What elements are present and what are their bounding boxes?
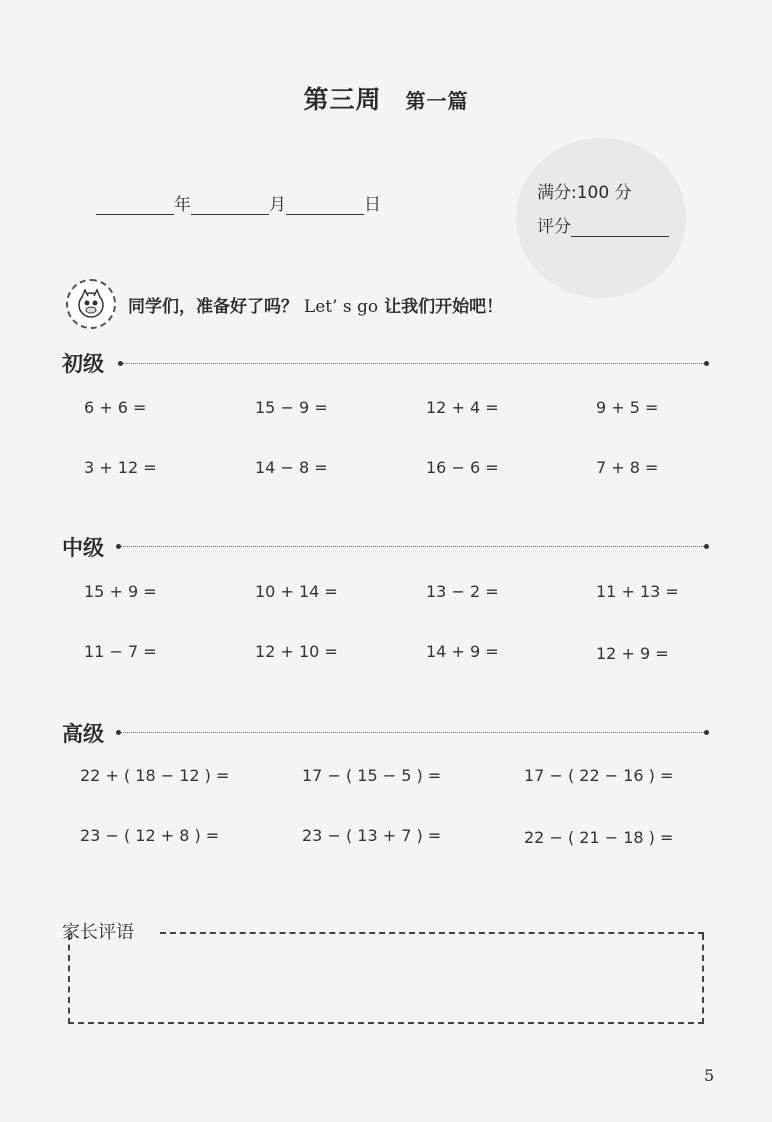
problem-intermediate-3: 13 − 2 =: [426, 582, 499, 601]
beginner-title: 初级: [62, 352, 104, 376]
month-blank[interactable]: [191, 196, 269, 215]
greeting-part-2: 让我们开始吧！: [384, 296, 504, 317]
problem-advanced-6: 22 − ( 21 − 18 ) =: [524, 828, 674, 847]
greeting-text: [128, 292, 503, 317]
day-blank[interactable]: [286, 196, 364, 215]
advanced-dot-right: [704, 730, 709, 735]
greeting-part-1: 同学们，准备好了吗？: [128, 296, 298, 317]
parent-comment-label: 家长评语: [62, 922, 134, 943]
problem-intermediate-6: 12 + 10 =: [255, 642, 338, 661]
problem-beginner-7: 16 − 6 =: [426, 458, 499, 477]
full-score: [537, 178, 632, 203]
beginner-divider: [120, 363, 706, 364]
advanced-divider: [120, 732, 706, 733]
advanced-title: 高级: [62, 722, 104, 746]
page-title: [0, 80, 772, 116]
full-score-label: 满分: [537, 183, 571, 203]
problem-advanced-1: 22 + ( 18 − 12 ) =: [80, 766, 230, 785]
beginner-dot-left: [118, 361, 123, 366]
problem-advanced-4: 23 − ( 12 + 8 ) =: [80, 826, 220, 845]
beginner-dot-right: [704, 361, 709, 366]
score-line: [537, 212, 669, 237]
problem-beginner-5: 3 + 12 =: [84, 458, 157, 477]
intermediate-divider: [120, 546, 706, 547]
problem-intermediate-1: 15 + 9 =: [84, 582, 157, 601]
full-score-sep: :: [571, 183, 577, 203]
week-title: 第三周: [303, 85, 382, 114]
problem-advanced-3: 17 − ( 22 − 16 ) =: [524, 766, 674, 785]
month-label: 月: [269, 195, 286, 215]
day-label: 日: [364, 195, 381, 215]
problem-beginner-2: 15 − 9 =: [255, 398, 328, 417]
problem-intermediate-5: 11 − 7 =: [84, 642, 157, 661]
part-title: 第一篇: [405, 89, 469, 113]
greeting-english: Let’ s go: [303, 296, 379, 317]
date-line: [96, 190, 381, 215]
greeting-banner: [66, 280, 503, 328]
problem-beginner-6: 14 − 8 =: [255, 458, 328, 477]
problem-beginner-1: 6 + 6 =: [84, 398, 147, 417]
year-label: 年: [174, 195, 191, 215]
problem-intermediate-8: 12 + 9 =: [596, 644, 669, 663]
intermediate-title: 中级: [62, 536, 104, 560]
problem-advanced-2: 17 − ( 15 − 5 ) =: [302, 766, 442, 785]
parent-comment-box[interactable]: [68, 934, 704, 1024]
intermediate-dot-right: [704, 544, 709, 549]
advanced-dot-left: [116, 730, 121, 735]
problem-beginner-4: 9 + 5 =: [596, 398, 659, 417]
problem-beginner-8: 7 + 8 =: [596, 458, 659, 477]
full-score-value: 100 分: [576, 183, 632, 203]
problem-intermediate-2: 10 + 14 =: [255, 582, 338, 601]
score-label: 评分: [537, 217, 571, 237]
year-blank[interactable]: [96, 196, 174, 215]
problem-advanced-5: 23 − ( 13 + 7 ) =: [302, 826, 442, 845]
problem-beginner-3: 12 + 4 =: [426, 398, 499, 417]
page-number: 5: [704, 1066, 715, 1085]
problem-intermediate-7: 14 + 9 =: [426, 642, 499, 661]
problem-intermediate-4: 11 + 13 =: [596, 582, 679, 601]
mascot-icon: [66, 279, 116, 329]
score-blank[interactable]: [571, 218, 669, 237]
intermediate-dot-left: [116, 544, 121, 549]
